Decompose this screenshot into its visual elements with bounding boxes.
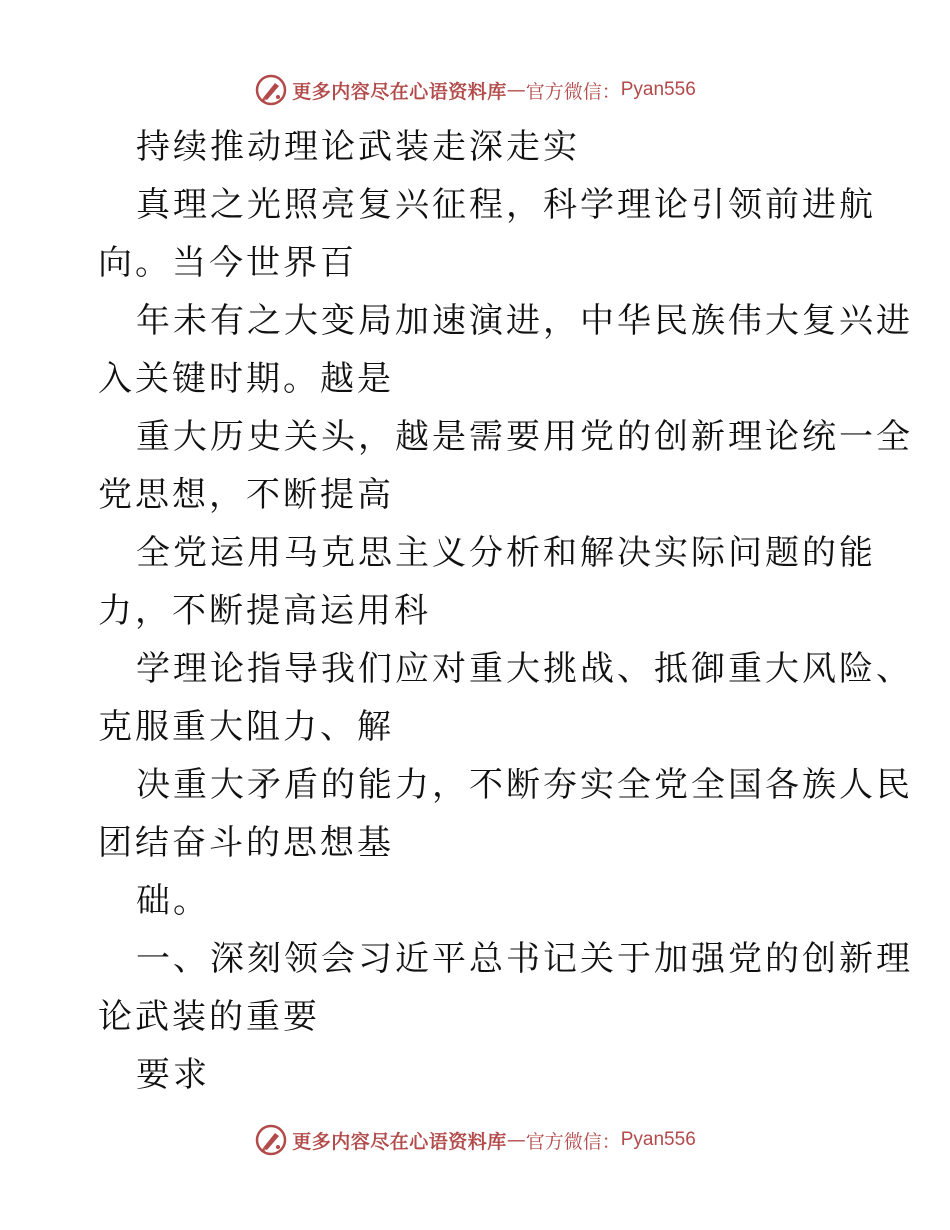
watermark-wechat-id: Pyan556 xyxy=(620,1129,696,1150)
text-line: 团结奋斗的思想基 xyxy=(98,823,394,863)
text-line: 一、深刻领会习近平总书记关于加强党的创新理 xyxy=(136,939,913,979)
watermark-site-text: 更多内容尽在心语资料库 xyxy=(292,1130,507,1153)
header-watermark xyxy=(0,70,950,110)
text-line: 年未有之大变局加速演进，中华民族伟大复兴进 xyxy=(136,301,913,341)
text-line: 决重大矛盾的能力，不断夯实全党全国各族人民 xyxy=(136,765,913,805)
watermark-site-text: 更多内容尽在心语资料库 xyxy=(292,80,507,103)
text-line: 真理之光照亮复兴征程，科学理论引领前进航 xyxy=(136,185,876,225)
text-line: 持续推动理论武装走深走实 xyxy=(136,127,580,167)
text-line: 全党运用马克思主义分析和解决实际问题的能 xyxy=(136,533,876,573)
pen-circle-icon xyxy=(254,1123,288,1157)
text-line: 础。 xyxy=(136,881,210,921)
footer-watermark xyxy=(0,1120,950,1160)
watermark-dash: — xyxy=(506,1129,526,1151)
watermark-wechat-id: Pyan556 xyxy=(620,79,696,100)
text-line: 学理论指导我们应对重大挑战、抵御重大风险、 xyxy=(136,649,913,689)
text-line: 克服重大阻力、解 xyxy=(98,707,394,747)
watermark-wechat-label: 官方微信： xyxy=(525,1130,621,1153)
text-line: 入关键时期。越是 xyxy=(98,359,394,399)
text-line: 论武装的重要 xyxy=(98,997,320,1037)
watermark-wechat-label: 官方微信： xyxy=(525,80,621,103)
text-line: 力，不断提高运用科 xyxy=(98,591,431,631)
text-line: 要求 xyxy=(136,1055,210,1095)
text-line: 党思想，不断提高 xyxy=(98,475,394,515)
pen-circle-icon xyxy=(254,73,288,107)
document-body xyxy=(98,118,913,1104)
text-line: 向。当今世界百 xyxy=(98,243,357,283)
watermark-dash: — xyxy=(506,79,526,101)
text-line: 重大历史关头，越是需要用党的创新理论统一全 xyxy=(136,417,913,457)
